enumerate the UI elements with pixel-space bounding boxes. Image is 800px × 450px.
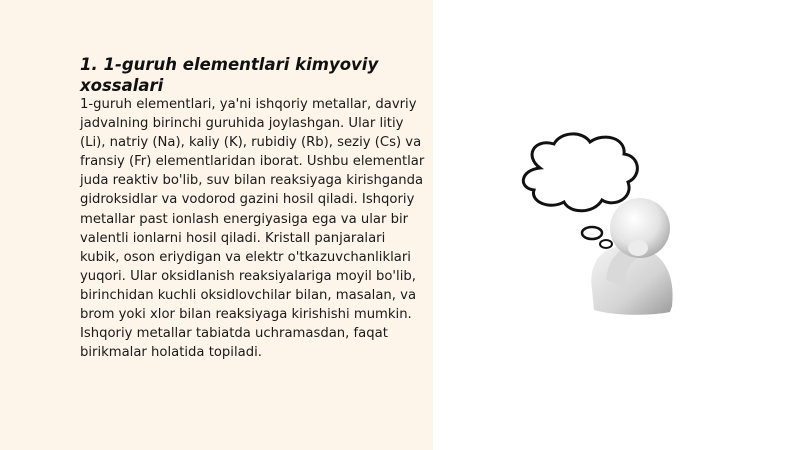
figure-hand bbox=[628, 240, 648, 256]
slide-body-text: 1-guruh elementlari, ya'ni ishqoriy metallar, davriy jadvalning birinchi guruhida joylashgan. Ular litiy (Li), natriy (Na), kaliy (K), rubidiy (Rb), seziy (Cs) va fransiy (Fr) elementlaridan iborat. Ushbu elementlar juda reaktiv bo'lib, suv bilan reaksiyaga kirishganda gidroksidlar va vodorod gazini hosil qiladi. Ishqoriy metallar past ionlash energiyasiga ega va ular bir valentli ionlarni hosil qiladi. Kristall panjaralari kubik, oson eriydigan va elektr o'tkazuvchanliklari yuqori. Ular oksidlanish reaksiyalariga moyil bo'lib, birinchidan kuchli oksidlovchilar bilan, masalan, va brom yoki xlor bilan reaksiyaga kirishishi mumkin. Ishqoriy metallar tabiatda uchramasdan, faqat birikmalar holatida topiladi. bbox=[80, 97, 425, 361]
thought-bubble bbox=[600, 240, 612, 248]
slide-title: 1. 1-guruh elementlari kimyoviy xossalari bbox=[80, 55, 379, 95]
thought-bubble bbox=[582, 227, 602, 239]
thought-cloud bbox=[523, 134, 637, 211]
thinking-person-icon bbox=[510, 130, 690, 320]
